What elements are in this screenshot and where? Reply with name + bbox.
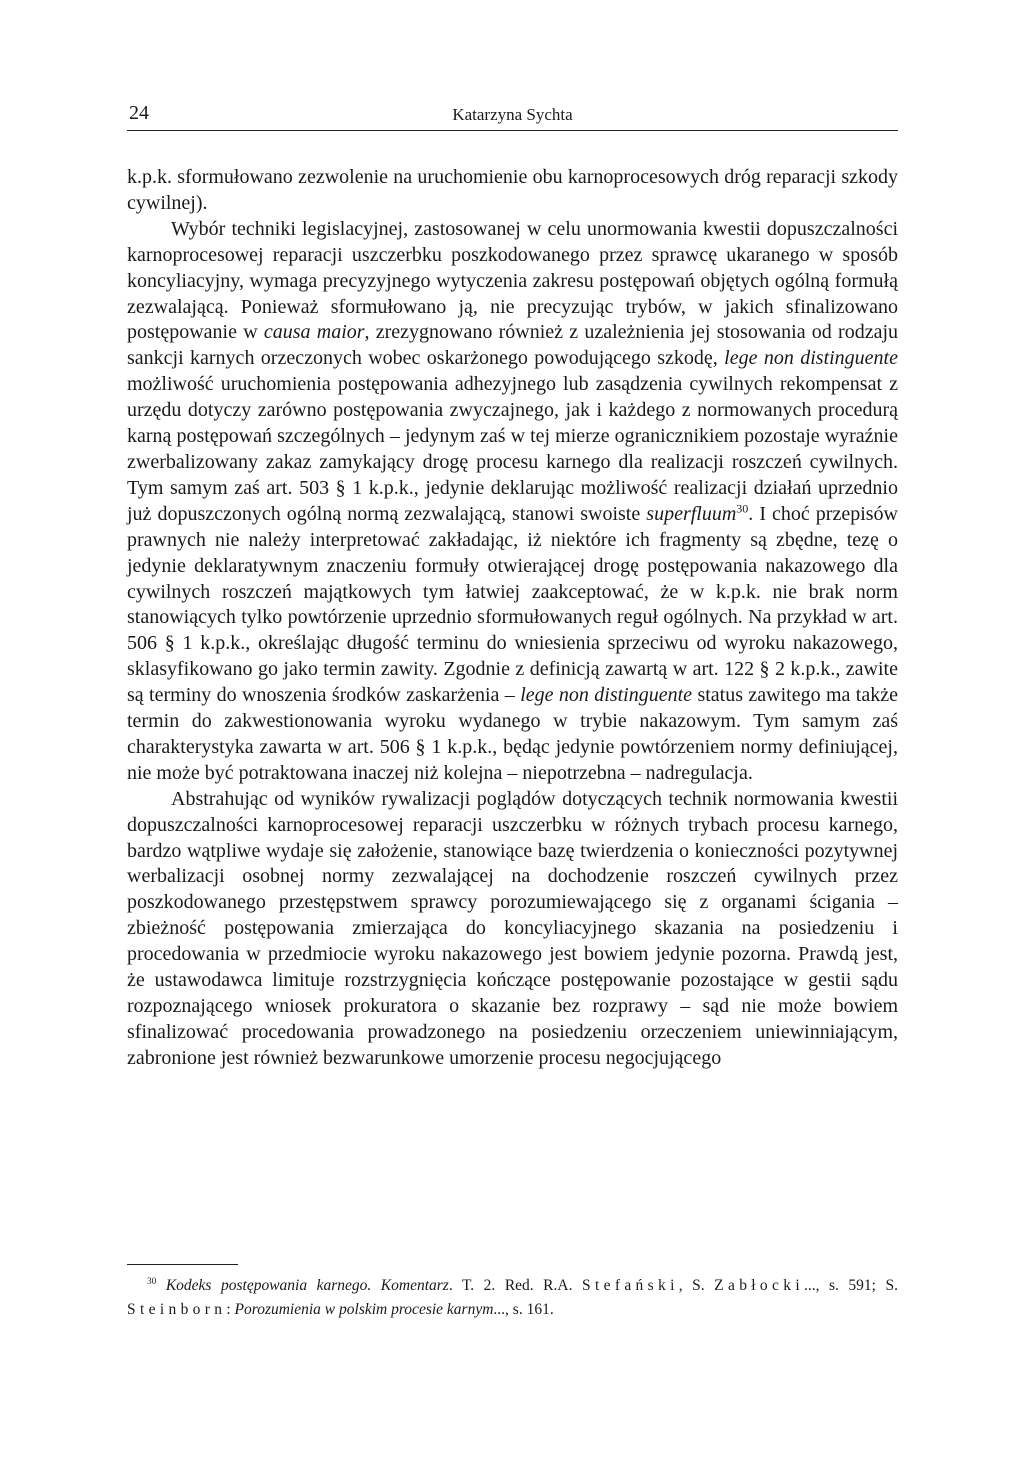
cited-title: Kodeks postępowania karnego. Komentarz (165, 1277, 449, 1294)
text-segment: Wybór techniki legislacyjnej, zastosowanej w celu unormowania kwestii dopuszczalności karnoprocesowej reparacji uszczerbku poszkodowanego przez sprawcę ukaranego w sposób koncyliacyjny, wymaga precyzyjnego wytyczenia zakresu postępowań objętych ogólną formułą zezwalającą. Ponieważ sformułowano ją, nie precyzując trybów, w jakich sfinalizowano postępowanie w (127, 217, 898, 344)
latin-phrase: lege non distinguente (724, 347, 898, 370)
body-text (127, 165, 898, 1072)
page-number: 24 (129, 102, 149, 124)
page-header (127, 100, 898, 131)
text-segment: . I choć przepisów prawnych nie należy interpretować zakładając, iż niektóre ich fragmenty są zbędne, tezę o jedynie deklaratywnym znaczeniu formuły otwierającej drogę postępowania nakazowego dla cywilnych roszczeń majątkowych tym łatwiej zaakceptować, że w k.p.k. nie brak norm stanowiących tylko powtórzenie uprzednio sformułowanych reguł ogólnych. Na przykład w art. 506 § 1 k.p.k., określając długość terminu do wniesienia sprzeciwu od wyroku nakazowego, sklasyfikowano go jako termin zawity. Zgodnie z definicją zawartą w art. 122 § 2 k.p.k., zawite są terminy do wnoszenia środków zaskarżenia – (127, 502, 898, 707)
paragraph-3: Abstrahując od wyników rywalizacji poglądów dotyczących technik normowania kwestii dopuszczalności karnoprocesowej reparacji uszczerbku w różnych trybach procesu karnego, bardzo wątpliwe wydaje się założenie, stanowiące bazę twierdzenia o konieczności pozytywnej werbalizacji osobnej normy zezwalającej na dochodzenie roszczeń cywilnych przez poszkodowanego przestępstwem sprawcy porozumiewającego się z organami ścigania – zbieżność postępowania zmierzająca do koncyliacyjnego skazania na posiedzeniu i procedowania w przedmiocie wyroku nakazowego jest bowiem jedynie pozorna. Prawdą jest, że ustawodawca limituje rozstrzygnięcia kończące postępowanie pozostające w gestii sądu rozpoznającego wniosek prokuratora o skazanie bez rozprawy – sąd nie może bowiem sfinalizować procedowania prowadzonego na posiedzeniu orzeczeniem uniewinniającym, zabronione jest również bezwarunkowe umorzenie procesu negocjującego (127, 787, 898, 1069)
footnote-text: ..., s. 591; S. (803, 1277, 899, 1294)
text-segment: , zrezygnowano również z uzależnienia jej stosowania od rodzaju sankcji karnych orzeczonych wobec oskarżonego powodującego szkodę, (127, 321, 899, 370)
footnote-divider (127, 1264, 238, 1265)
running-head: Katarzyna Sychta (452, 105, 573, 124)
paragraph-1: k.p.k. sformułowano zezwolenie na uruchomienie obu karnoprocesowych dróg reparacji szkody cywilnej). (127, 166, 898, 214)
footnote-reference[interactable]: 30 (736, 501, 749, 516)
paragraph-2 (127, 217, 898, 787)
footnote-text: ..., s. 161. (493, 1301, 554, 1318)
latin-phrase: superfluum (646, 502, 737, 525)
text-segment: status zawitego ma także termin do zakwestionowania wyroku wydanego w trybie nakazowym. Tym samym zaś charakterystyka zawarta w art. 506 § 1 k.p.k., będąc jedynie powtórzeniem normy definiującej, nie może być potraktowana inaczej niż kolejna – niepotrzebna – nadregulacja. (127, 684, 898, 784)
latin-phrase: causa maior (263, 321, 365, 344)
text-segment: możliwość uruchomienia postępowania adhezyjnego lub zasądzenia cywilnych rekompensat z urzędu dotyczy zarówno postępowania zwyczajnego, jak i każdego z normowanych procedurą karną postępowań szczególnych – jedynym zaś w tej mierze ogranicznikiem pozostaje wyraźnie zwerbalizowany zakaz zamykający drogę procesu karnego dla realizacji roszczeń cywilnych. Tym samym zaś art. 503 § 1 k.p.k., jedynie deklarując możliwość realizacji działań uprzednio już dopuszczonych ogólną normą zezwalającą, stanowi swoiste (127, 373, 898, 525)
author-name: Stefański (582, 1277, 679, 1294)
footnote-text: , S. (678, 1277, 715, 1294)
latin-phrase: lege non distinguente (520, 684, 693, 707)
footnote-text: . T. 2. Red. R.A. (448, 1277, 582, 1294)
author-name: Zabłocki (714, 1277, 804, 1294)
cited-title: Porozumienia w polskim procesie karnym (234, 1301, 494, 1318)
footnote-text: : (226, 1301, 235, 1318)
footnote-30 (127, 1274, 898, 1322)
footnote-number: 30 (147, 1276, 157, 1287)
author-name: Steinborn (127, 1301, 227, 1318)
